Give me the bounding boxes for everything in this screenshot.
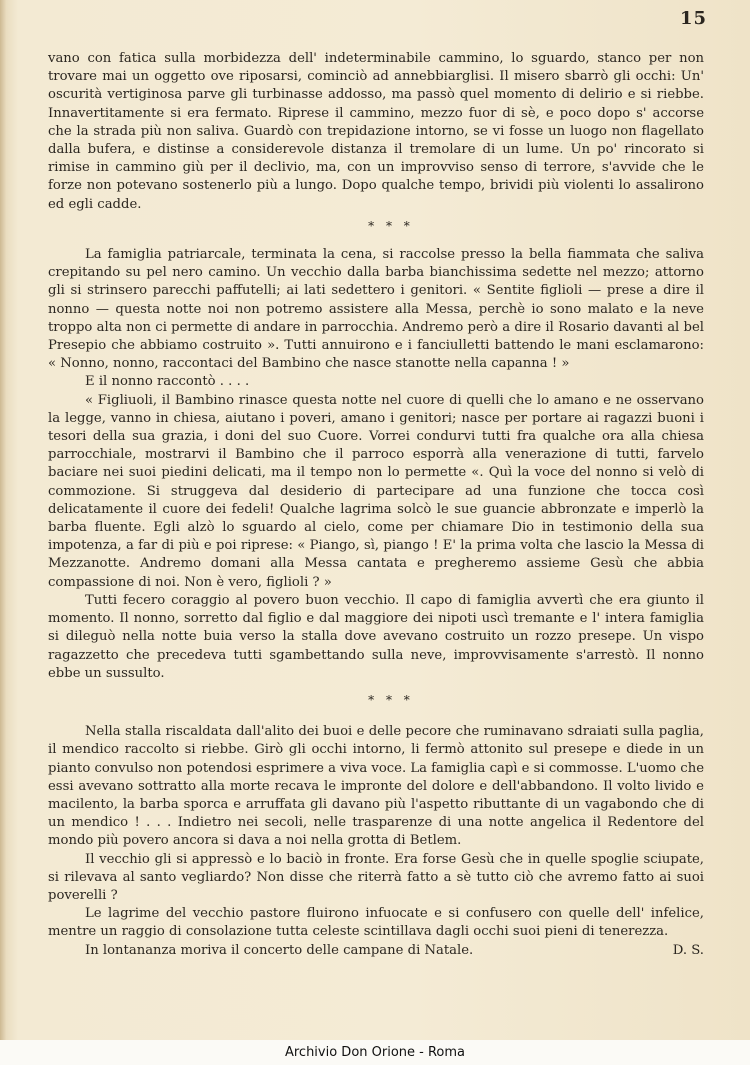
archive-footer: Archivio Don Orione - Roma <box>0 1040 750 1065</box>
paragraph-5: Tutti fecero coraggio al povero buon vecchio. Il capo di famiglia avvertì che era giunto il momento. Il nonno, sorretto dal figlio e dal maggiore dei nipoti uscì tremante e l' intera famiglia si dileguò nella notte buia verso la stalla dove avevano costruito un rozzo presepe. Un vispo ragazzetto che precedeva tutti sgambettando sulla neve, improvvisamente s'arrestò. Il nonno ebbe un sussulto. <box>48 592 704 681</box>
author-signature: D. S. <box>672 942 704 958</box>
section-break-2: * * * <box>368 692 414 707</box>
paragraph-6: Nella stalla riscaldata dall'alito dei buoi e delle pecore che ruminavano sdraiati sulla paglia, il mendico raccolto si riebbe. Girò gli occhi intorno, li fermò attonito sul presepe e diede in un pianto convulso non potendosi esprimere a viva voce. La famiglia capì e si commosse. L'uomo che essi avevano sottratto alla morte recava le impronte del dolore e dell'abbandono. Il volto livido e macilento, la barba sporca e arruffata gli davano più l'aspetto ributtante di un vagabondo che di un mendico ! . . . Indietro nei secoli, nelle trasparenze di una notte angelica il Redentore del mondo più povero ancora si dava a noi nella grotta di Betlem. <box>48 724 704 849</box>
paragraph-9: In lontananza moriva il concerto delle campane di Natale. <box>85 942 474 958</box>
paragraph-7: Il vecchio gli si appressò e lo baciò in fronte. Era forse Gesù che in quelle spoglie sciupate, si rilevava al santo vegliardo? Non disse che riterrà fatto a sè tutto ciò che avremo fatto ai suoi poverelli ? <box>48 851 704 903</box>
closing-line <box>48 942 704 960</box>
page-number: 15 <box>680 8 708 29</box>
paragraph-1: vano con fatica sulla morbidezza dell' indeterminabile cammino, lo sguardo, stanco per non trovare mai un oggetto ove riposarsi, cominciò ad annebbiarglisi. Il misero sbarrò gli occhi: Un' oscurità vertiginosa parve gli turbinasse addosso, ma passò quel momento di delirio e si riebbe. Innavertitamente si era fermato. Riprese il cammino, mezzo fuor di sè, e poco dopo s' accorse che la strada più non saliva. Guardò con trepidazione intorno, se vi fosse un luogo non flagellato dalla bufera, e distinse a considerevole distanza il tremolare di un lume. Un po' rincorato si rimise in cammino giù per il declivio, ma, con un improvviso senso di terrore, s'avvide che le forze non potevano sostenerlo più a lungo. Dopo qualche tempo, brividi più violenti lo assalirono ed egli cadde. <box>48 51 704 212</box>
paragraph-4: « Figliuoli, il Bambino rinasce questa notte nel cuore di quelli che lo amano e ne osservano la legge, vanno in chiesa, aiutano i poveri, amano i genitori; nasce per portare ai ragazzi buoni i tesori della sua grazia, i doni del suo Cuore. Vorrei condurvi tutti fra qualche ora alla chiesa parrocchiale, mostrarvi il Bambino che il parroco esporrà alla venerazione di tutti, farvelo baciare nei suoi piedini delicati, ma il tempo non lo permette «. Quì la voce del nonno si velò di commozione. Si struggeva dal desiderio di partecipare ad una funzione che tocca così delicatamente il cuore dei fedeli! Qualche lagrima solcò le sue guancie abbronzate e imperlò la barba fluente. Egli alzò lo sguardo al cielo, come per chiamare Dio in testimonio della sua impotenza, a far di più e poi riprese: « Piango, sì, piango ! E' la prima volta che lascio la Messa di Mezzanotte. Andremo domani alla Messa cantata e pregheremo assieme Gesù che abbia compassione di noi. Non è vero, figlioli ? » <box>48 392 704 590</box>
section-break-1: * * * <box>368 218 414 233</box>
paragraph-8: Le lagrime del vecchio pastore fluirono infuocate e si confusero con quelle dell' infelice, mentre un raggio di consolazione tutta celeste scintillava dagli occhi suoi pieni di tenerezza. <box>48 906 704 940</box>
paragraph-3: E il nonno raccontò . . . . <box>85 374 250 390</box>
paragraph-2: La famiglia patriarcale, terminata la cena, si raccolse presso la bella fiammata che saliva crepitando su pel nero camino. Un vecchio dalla barba bianchissima sedette nel mezzo; attorno gli si strinsero parecchi paffutelli; ai lati sedettero i genitori. « Sentite figlioli — prese a dire il nonno — questa notte noi non potremo assistere alla Messa, perchè io sono malato e la neve troppo alta non ci permette di andare in parrocchia. Andremo però a dire il Rosario davanti al bel Presepio che abbiamo costruito ». Tutti annuirono e i fanciulletti battendo le mani esclamarono: « Nonno, nonno, raccontaci del Bambino che nasce stanotte nella capanna ! » <box>48 247 704 372</box>
article-body <box>48 50 704 960</box>
page-binding-edge <box>0 0 6 1040</box>
